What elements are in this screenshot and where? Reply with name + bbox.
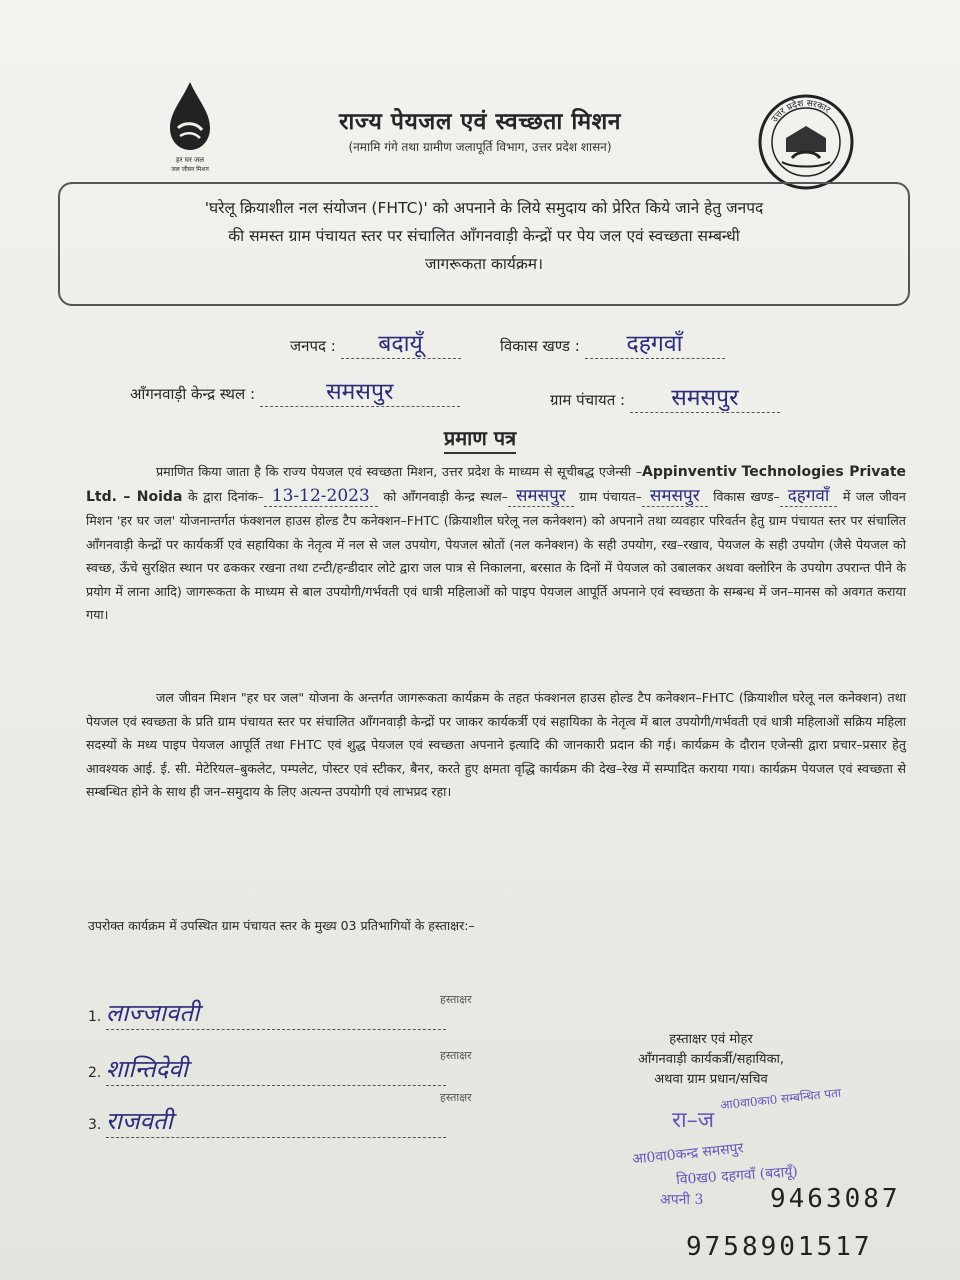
anganwadi-label: आँगनवाड़ी केन्द्र स्थल :: [130, 385, 256, 403]
participant-row: 1. लाज्जावती: [88, 996, 446, 1030]
program-title-box: [58, 182, 910, 306]
sign-and-seal-label: हस्ताक्षर एवं मोहर: [669, 1032, 753, 1047]
participant-row: 3. राजवती: [88, 1104, 446, 1138]
participant-row: 2. शान्तिदेवी: [88, 1052, 446, 1086]
header-subtitle: (नमामि गंगे तथा ग्रामीण जलापूर्ति विभाग, उत्तर प्रदेश शासन): [348, 140, 612, 154]
signatures-heading: उपरोक्त कार्यक्रम में उपस्थित ग्राम पंचायत स्तर के मुख्य 03 प्रतिभागियों के हस्ताक्षर:–: [88, 918, 475, 933]
stamp-line-1: आ0वा0का0 सम्बन्धित पता: [719, 1085, 842, 1113]
svg-text:उत्तर प्रदेश सरकार: उत्तर प्रदेश सरकार: [769, 98, 832, 125]
janpad-value: बदायूँ: [341, 326, 461, 359]
header-title: राज्य पेयजल एवं स्वच्छता मिशन: [339, 109, 621, 135]
program-line-2: की समस्त ग्राम पंचायत स्तर पर संचालित आँगनवाड़ी केन्द्रों पर पेय जल एवं स्वच्छता सम्बन्धी: [228, 227, 740, 245]
gram-panchayat-value: समसपुर: [630, 380, 780, 413]
anganwadi-worker-label: आँगनवाड़ी कार्यकर्त्री/सहायिका,: [637, 1052, 785, 1067]
participant-signature: राजवती: [105, 1107, 173, 1135]
participant-caption: हस्ताक्षर: [440, 993, 472, 1006]
svg-text:हर घर जल: हर घर जल: [176, 156, 204, 164]
gram-pradhan-label: अथवा ग्राम प्रधान/सचिव: [654, 1072, 768, 1087]
program-line-1: 'घरेलू क्रियाशील नल संयोजन (FHTC)' को अपनाने के लिये समुदाय को प्रेरित किये जाने हेतु जनपद: [204, 199, 764, 217]
janpad-field: [290, 326, 461, 359]
phone-number-1: 9463087: [770, 1184, 901, 1214]
program-line-3: जागरूकता कार्यक्रम।: [425, 255, 543, 273]
stamp-line-2: आ0वा0कन्द्र समसपुर: [631, 1140, 745, 1168]
participant-signature: शान्तिदेवी: [105, 1055, 188, 1083]
svg-text:जल जीवन मिशन: जल जीवन मिशन: [171, 166, 209, 173]
stamp-line-3: वि0ख0 दहगवाँ (बदायूँ): [675, 1163, 799, 1189]
vikas-khand-label: विकास खण्ड :: [500, 337, 580, 355]
gram-panchayat-field: [550, 380, 780, 413]
vikas-khand-value: दहगवाँ: [585, 326, 725, 359]
stamp-line-4: अपनी 3: [660, 1192, 704, 1208]
official-signature-block: [596, 1030, 826, 1090]
vikas-khand-field: [500, 326, 725, 359]
certificate-title: प्रमाण पत्र: [0, 424, 960, 451]
anganwadi-value: समसपुर: [260, 374, 460, 407]
certificate-paragraph-2: जल जीवन मिशन "हर घर जल" योजना के अन्तर्गत जागरूकता कार्यक्रम के तहत फंक्शनल हाउस होल्ड टैप कनेक्शन–FHTC (क्रियाशील घरेलू नल कनेक्शन) तथा पेयजल एवं स्वच्छता के प्रति ग्राम पंचायत स्तर पर संचालित आँगनवाड़ी केन्द्रों पर जाकर कार्यकर्त्री एवं सहायिका के नेतृत्व में बाल उपयोगी/गर्भवती एवं धात्री महिलाओं सक्रिय महिला सदस्यों के मध्य पाइप पेयजल आपूर्ति तथा FHTC एवं शुद्ध पेयजल एवं स्वच्छता अपनाने इत्यादि की जानकारी प्रदान की गई। कार्यक्रम के दौरान एजेन्सी द्वारा प्रचार–प्रसार हेतु आवश्यक आई. ई. सी. मेटेरियल–बुकलेट, पम्पलेट, पोस्टर एवं स्टीकर, बैनर, करते हुए क्षमता वृद्धि कार्यक्रम की देख–रेख में सम्पादित कराया गया। कार्यक्रम पेयजल एवं स्वच्छता से सम्बन्धित होने के साथ ही जन–समुदाय के लिए अत्यन्त उपयोगी एवं लाभप्रद रहा।: [86, 690, 906, 799]
gram-panchayat-label: ग्राम पंचायत :: [550, 391, 626, 409]
participant-caption: हस्ताक्षर: [440, 1049, 472, 1062]
official-handwritten-sign: रा–ज: [672, 1108, 715, 1133]
program-date: 13-12-2023: [264, 486, 378, 507]
anganwadi-field: [130, 374, 460, 407]
participant-signature: लाज्जावती: [105, 999, 200, 1027]
certificate-paragraph-1: प्रमाणित किया जाता है कि राज्य पेयजल एवं स्वच्छता मिशन, उत्तर प्रदेश के माध्यम से सूचीबद्ध एजेन्सी –Appinventiv Technologies Private Ltd. – Noida के द्वारा दिनांक– 13-12-2023 को आँगनवाड़ी केन्द्र स्थल– समसपुर ग्राम पंचायत– समसपुर विकास खण्ड– दहगवाँ में जल जीवन मिशन 'हर घर जल' योजनान्तर्गत फंक्शनल हाउस होल्ड टैप कनेक्शन–FHTC (क्रियाशील घरेलू नल कनेक्शन) को अपनाने तथा व्यवहार परिवर्तन हेतु ग्राम पंचायत स्तर पर संचालित आँगनवाड़ी केन्द्रों पर कार्यकर्त्री एवं सहायिका के नेतृत्व में नल से जल उपयोग, पेयजल स्रोतों (नल कनेक्शन) के सही उपयोग, रख–रखाव, पेयजल के सही उपयोग (जैसे पेयजल को स्वच्छ, ऊँचे सुरक्षित स्थान पर ढककर रखना तथा टन्टी/हन्डीदार लोटे द्वारा जल पात्र से निकालना, बरसात के दिनों में पेयजल को उबालकर अथवा क्लोरिन के उपयोग उपरान्त पीने के प्रयोग में लाना आदि) जागरूकता के माध्यम से बाल उपयोगी/गर्भवती एवं धात्री महिलाओं को पाइप पेयजल आपूर्ति अपनाने एवं स्वच्छता के सम्बन्ध में जन–मानस को अवगत कराया गया।: [86, 464, 907, 622]
participant-caption: हस्ताक्षर: [440, 1091, 472, 1104]
phone-number-2: 9758901517: [686, 1232, 873, 1262]
janpad-label: जनपद :: [290, 337, 336, 355]
